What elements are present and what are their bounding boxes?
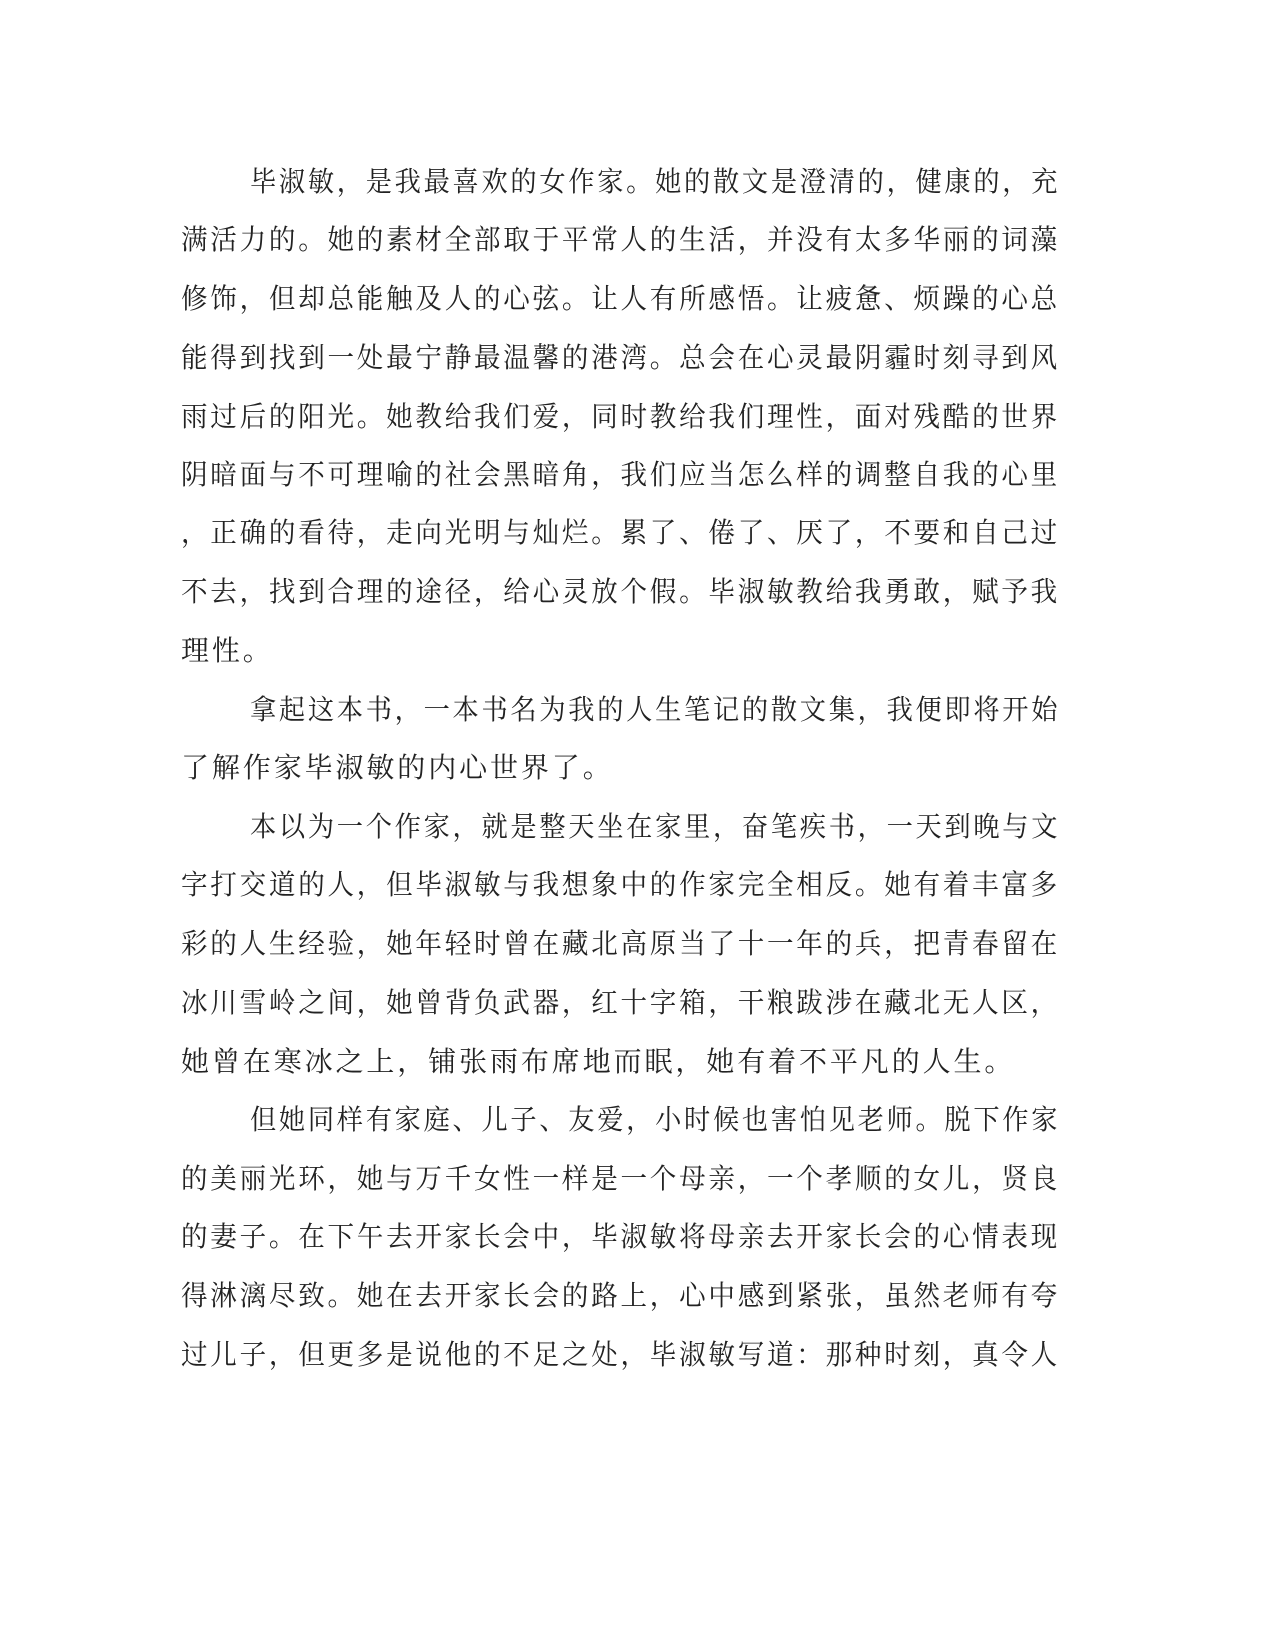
text-line-3: 修饰，但却总能触及人的心弦。让人有所感悟。让疲惫、烦躁的心总 xyxy=(181,282,1060,315)
text-line-20: 得淋漓尽致。她在去开家长会的路上，心中感到紧张，虽然老师有夸 xyxy=(181,1279,1060,1312)
text-line-5: 雨过后的阳光。她教给我们爱，同时教给我们理性，面对残酷的世界 xyxy=(181,400,1060,433)
text-line-16: 她曾在寒冰之上，铺张雨布席地而眠，她有着不平凡的人生。 xyxy=(181,1045,1016,1078)
text-line-10: 拿起这本书，一本书名为我的人生笔记的散文集，我便即将开始 xyxy=(250,693,1061,726)
text-line-11: 了解作家毕淑敏的内心世界了。 xyxy=(181,751,614,784)
text-line-2: 满活力的。她的素材全部取于平常人的生活，并没有太多华丽的词藻 xyxy=(181,223,1060,256)
text-line-9: 理性。 xyxy=(181,634,274,667)
text-line-12: 本以为一个作家，就是整天坐在家里，奋笔疾书，一天到晚与文 xyxy=(250,810,1061,843)
text-line-18: 的美丽光环，她与万千女性一样是一个母亲，一个孝顺的女儿，贤良 xyxy=(181,1162,1060,1195)
text-line-6: 阴暗面与不可理喻的社会黑暗角，我们应当怎么样的调整自我的心里 xyxy=(181,458,1060,491)
text-line-7: ，正确的看待，走向光明与灿烂。累了、倦了、厌了，不要和自己过 xyxy=(181,516,1060,549)
text-line-14: 彩的人生经验，她年轻时曾在藏北高原当了十一年的兵，把青春留在 xyxy=(181,927,1060,960)
text-line-19: 的妻子。在下午去开家长会中，毕淑敏将母亲去开家长会的心情表现 xyxy=(181,1220,1060,1253)
text-line-4: 能得到找到一处最宁静最温馨的港湾。总会在心灵最阴霾时刻寻到风 xyxy=(181,341,1060,374)
text-line-13: 字打交道的人，但毕淑敏与我想象中的作家完全相反。她有着丰富多 xyxy=(181,868,1060,901)
text-line-17: 但她同样有家庭、儿子、友爱，小时候也害怕见老师。脱下作家 xyxy=(250,1103,1061,1136)
text-line-1: 毕淑敏，是我最喜欢的女作家。她的散文是澄清的，健康的，充 xyxy=(250,165,1061,198)
text-line-15: 冰川雪岭之间，她曾背负武器，红十字箱，干粮跋涉在藏北无人区， xyxy=(181,986,1060,1019)
text-line-21: 过儿子，但更多是说他的不足之处，毕淑敏写道：那种时刻，真令人 xyxy=(181,1338,1060,1371)
text-line-8: 不去，找到合理的途径，给心灵放个假。毕淑敏教给我勇敢，赋予我 xyxy=(181,575,1060,608)
